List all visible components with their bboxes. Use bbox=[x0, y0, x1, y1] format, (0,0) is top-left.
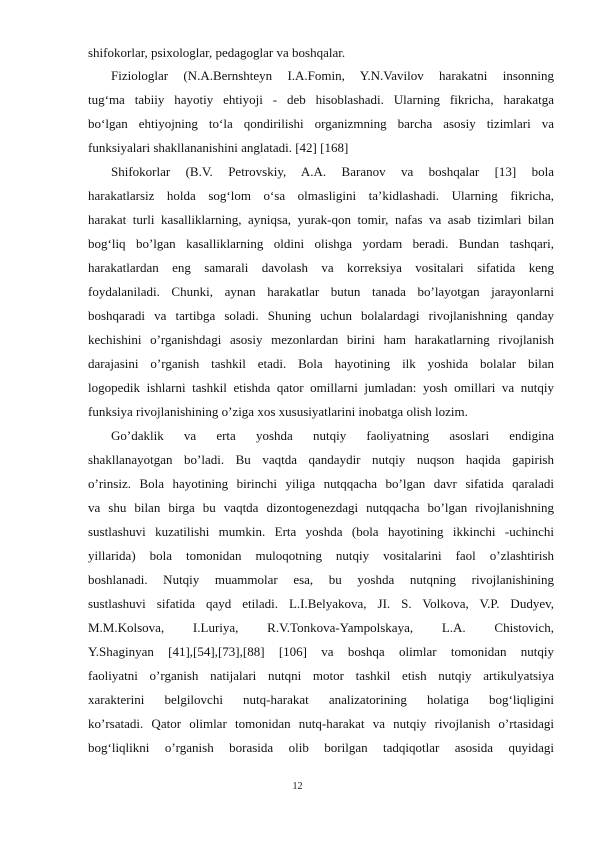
text-line: bo‘lgan ehtiyojning to‘la qondirilishi organizmning barcha asosiy tizimlari va bbox=[88, 116, 554, 131]
text-line: M.M.Kolsova, I.Luriya, R.V.Tonkova-Yampolskaya, L.A. Chistovich, bbox=[88, 620, 554, 635]
text-line: tug‘ma tabiiy hayotiy ehtiyoji - deb hisoblashadi. Ularning fikricha, harakatga bbox=[88, 92, 554, 107]
text-line: va shu bilan birga bu vaqtda dizontogenezdagi nutqqacha bo’lgan rivojlanishning bbox=[88, 500, 554, 515]
text-line: boshqaradi va tartibga soladi. Shuning uchun bolalardagi rivojlanishning qanday bbox=[88, 308, 554, 323]
text-line: Fiziologlar (N.A.Bernshteyn I.A.Fomin, Y.N.Vavilov harakatni insonning bbox=[111, 68, 554, 83]
text-line: xarakterini belgilovchi nutq-harakat analizatorining holatiga bog‘liqligini bbox=[88, 692, 554, 707]
text-line: Shifokorlar (B.V. Petrovskiy, A.A. Baranov va boshqalar [13] bola bbox=[111, 164, 554, 179]
text-line: boshlanadi. Nutqiy muammolar esa, bu yoshda nutqning rivojlanishining bbox=[88, 572, 554, 587]
text-line: kechishini o’rganishdagi asosiy mezonlardan birini ham harakatlarning rivojlanish bbox=[88, 332, 554, 347]
text-line: harakatlarsiz holda sog‘lom o‘sa olmasligini ta’kidlashadi. Ularning fikricha, bbox=[88, 188, 554, 203]
text-line: yillarida) bola tomonidan muloqotning nutqiy vositalarini faol o’zlashtirish bbox=[88, 548, 554, 563]
text-line: ko’rsatadi. Qator olimlar tomonidan nutq-harakat va nutqiy rivojlanish o’rtasidagi bbox=[88, 716, 554, 731]
text-line: darajasini o’rganish tashkil etadi. Bola hayotining ilk yoshida bolalar bilan bbox=[88, 356, 554, 371]
text-line: o’rinsiz. Bola hayotining birinchi yiliga nutqqacha bo’lgan davr sifatida qaraladi bbox=[88, 476, 554, 491]
text-line: funksiya rivojlanishining o’ziga xos xususiyatlarini inobatga olish lozim. bbox=[88, 404, 468, 419]
text-line: foydalaniladi. Chunki, aynan harakatlar butun tanada bo’layotgan jarayonlarni bbox=[88, 284, 554, 299]
text-line: shifokorlar, psixologlar, pedagoglar va boshqalar. bbox=[88, 45, 346, 60]
page-number: 12 bbox=[292, 781, 303, 792]
text-line: bog‘liqlikni o’rganish borasida olib borilgan tadqiqotlar asosida quyidagi bbox=[88, 740, 554, 755]
text-line: bog‘liq bo’lgan kasalliklarning oldini olishga yordam beradi. Bundan tashqari, bbox=[88, 236, 554, 251]
text-line: logopedik ishlarni tashkil etishda qator omillarni jumladan: yosh omillari va nutqiy bbox=[88, 380, 554, 395]
text-line: faoliyatni o’rganish natijalari nutqni motor tashkil etish nutqiy artikulyatsiya bbox=[88, 668, 554, 683]
text-line: harakat turli kasalliklarning, ayniqsa, yurak-qon tomir, nafas va asab tizimlari bilan bbox=[88, 212, 554, 227]
text-line: shakllanayotgan bo’ladi. Bu vaqtda qandaydir nutqiy nuqson haqida gapirish bbox=[88, 452, 554, 467]
text-line: sustlashuvi sifatida qayd etiladi. L.I.Belyakova, JI. S. Volkova, V.P. Dudyev, bbox=[88, 596, 554, 611]
text-line: Go’daklik va erta yoshda nutqiy faoliyatning asoslari endigina bbox=[111, 428, 554, 443]
text-line: funksiyalari shakllananishini anglatadi. [42] [168] bbox=[88, 140, 349, 155]
text-line: Y.Shaginyan [41],[54],[73],[88] [106] va boshqa olimlar tomonidan nutqiy bbox=[88, 644, 554, 659]
text-line: harakatlardan eng samarali davolash va korreksiya vositalari sifatida keng bbox=[88, 260, 554, 275]
text-line: sustlashuvi kuzatilishi mumkin. Erta yoshda (bola hayotining ikkinchi -uchinchi bbox=[88, 524, 554, 539]
